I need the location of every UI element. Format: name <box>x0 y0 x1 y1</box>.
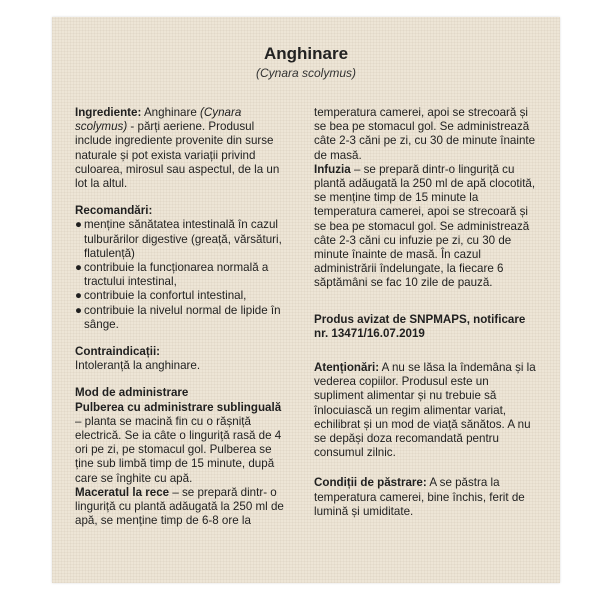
infusion-heading: Infuzia <box>314 162 351 176</box>
product-label <box>52 17 560 583</box>
administration-heading: Mod de administrare <box>75 386 189 400</box>
warnings-text: A nu se lăsa la îndemâna și la vederea copiilor. Produsul este un supliment alimentar și nu trebuie să înlocuiască un regim alimentar variat, echilibrat și un mod de viață sănătos. A nu se depăși doza recomandată pentru consumul zilnic. <box>314 361 536 460</box>
bullet-icon: ● <box>75 261 83 275</box>
infusion-paragraph <box>314 163 537 291</box>
ingredients-text-before: Anghinare <box>143 106 197 119</box>
recommendations-section <box>75 204 290 332</box>
left-column <box>75 106 290 541</box>
macerate-heading: Maceratul la rece <box>75 485 170 499</box>
list-item-text: contribuie la confortul intestinal, <box>84 289 247 303</box>
contraindications-heading: Contraindicații: <box>75 345 161 359</box>
list-item-text: contribuie la funcționarea normală a tractului intestinal, <box>84 261 269 289</box>
ingredients-section <box>75 106 290 191</box>
list-item <box>75 289 290 303</box>
storage-section <box>314 476 537 519</box>
bullet-icon: ● <box>75 289 83 303</box>
macerate-text: – se prepară dintr- o linguriță cu plantă adăugată la 250 ml de apă, se menține timp de 6-8 ore la <box>75 485 284 528</box>
contraindications-text: Intoleranță la anghinare. <box>75 359 201 373</box>
infusion-text: – se prepară dintr-o linguriță cu plantă adăugată la 250 ml de apă clocotită, se menține timp de 15 minute la temperatura camerei, apoi se strecoară și se bea pe stomacul gol. Se administrează câte 2-3 căni cu infuzie pe zi, cu 30 de minute înainte de masă. În cazul administrării îndelungate, la fiecare 6 săptămâni se fac 10 zile de pauză. <box>314 162 536 290</box>
list-item-text: contribuie la nivelul normal de lipide în sânge. <box>84 303 281 331</box>
administration-section <box>75 386 290 528</box>
list-item <box>75 218 290 261</box>
right-column <box>314 106 537 532</box>
storage-heading: Condiții de păstrare: <box>314 476 427 490</box>
product-latin-name: (Cynara scolymus) <box>255 66 357 80</box>
sublingual-heading: Pulberea cu administrare sublinguală <box>75 400 282 414</box>
list-item <box>75 261 290 289</box>
bullet-icon: ● <box>75 303 83 317</box>
approval-notice: Produs avizat de SNPMAPS, notificare nr. 13471/16.07.2019 <box>314 312 526 340</box>
list-item-text: menține sănătatea intestinală în cazul tulburărilor digestive (greață, vărsături, flatulență) <box>84 218 282 260</box>
ingredients-latin: (Cynara scolymus) <box>75 106 242 134</box>
product-title: Anghinare <box>263 44 349 63</box>
list-item <box>75 304 290 332</box>
bullet-icon: ● <box>75 218 83 232</box>
recommendations-heading: Recomandări: <box>75 204 153 218</box>
ingredients-text-after: - părți aeriene. Produsul include ingrediente provenite din surse naturale și pot exista variații privind culoarea, mirosul sau aspectul, de la un lot la altul. <box>75 120 280 191</box>
contraindications-section <box>75 345 290 373</box>
ingredients-heading: Ingrediente: <box>75 106 142 119</box>
sublingual-paragraph <box>75 401 290 486</box>
warnings-section <box>314 361 537 460</box>
storage-text: A se păstra la temperatura camerei, bine închis, ferit de lumină și umiditate. <box>314 476 525 518</box>
sublingual-text: – planta se macină fin cu o rășniță electrică. Se ia câte o linguriță rasă de 4 ori pe zi, pe stomacul gol. Pulberea se ține sub limbă timp de 15 minute, după care se înghite cu apă. <box>75 414 282 485</box>
macerate-paragraph <box>75 486 290 529</box>
warnings-heading: Atenționări: <box>314 361 380 375</box>
macerate-continuation: temperatura camerei, apoi se strecoară și se bea pe stomacul gol. Se administrează câte 2-3 căni pe zi, cu 30 de minute înainte de masă. <box>314 106 536 162</box>
